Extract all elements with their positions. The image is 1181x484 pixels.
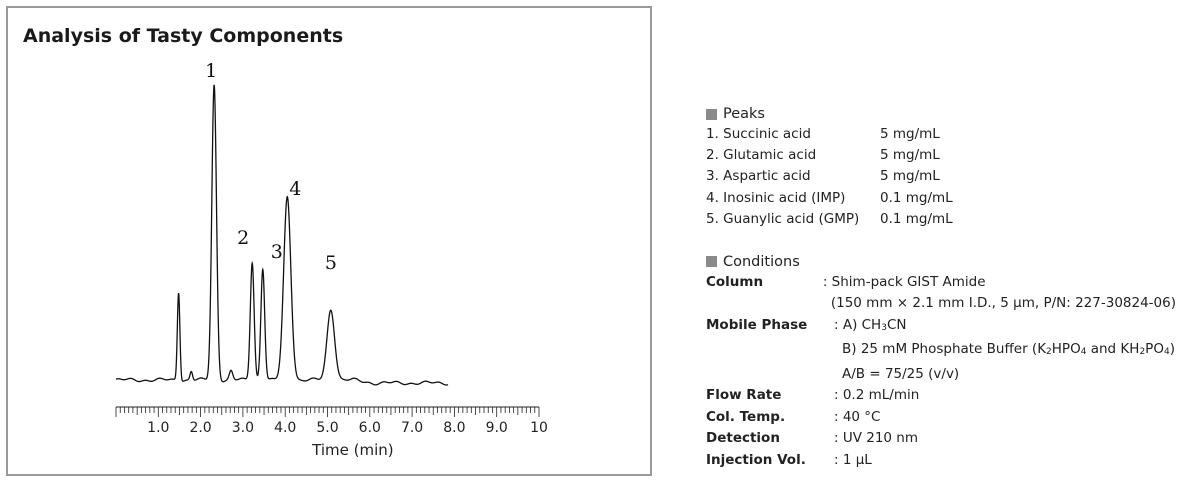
- x-tick-label: 4.0: [274, 420, 297, 436]
- peak-concentration: 5 mg/mL: [880, 147, 940, 164]
- peak-list-item: [706, 145, 1176, 166]
- x-tick-label: 7.0: [400, 420, 424, 436]
- chromatogram-panel: [6, 6, 652, 476]
- x-tick-label: 6.0: [358, 420, 381, 436]
- peak-concentration: 5 mg/mL: [880, 168, 940, 185]
- x-axis-title: Time (min): [312, 441, 394, 459]
- condition-value: B) 25 mM Phosphate Buffer (K2HPO4 and KH2PO4): [842, 341, 1175, 358]
- chart-title: Analysis of Tasty Components: [23, 25, 344, 47]
- peak-name: 3. Aspartic acid: [706, 168, 811, 185]
- condition-value: A/B = 75/25 (v/v): [842, 365, 960, 382]
- peak-concentration: 0.1 mg/mL: [880, 189, 953, 206]
- peak-list-item: [706, 209, 1176, 230]
- method-info: [706, 104, 1176, 471]
- condition-injection-vol: [706, 450, 1176, 472]
- condition-value: : 0.2 mL/min: [834, 387, 920, 404]
- peak-number-label: 1: [205, 60, 218, 82]
- condition-flow-rate: [706, 385, 1176, 407]
- peaks-heading-text: Peaks: [723, 106, 765, 122]
- peak-number-label: 5: [324, 252, 337, 275]
- condition-value: : UV 210 nm: [834, 430, 919, 447]
- condition-value: : 1 μL: [834, 451, 872, 468]
- peak-name: 2. Glutamic acid: [706, 147, 817, 164]
- condition-label: Column: [706, 273, 764, 290]
- peak-list: [706, 124, 1176, 230]
- x-tick-label: 1.0: [147, 420, 170, 436]
- peak-name: 1. Succinic acid: [706, 126, 811, 142]
- peak-concentration: 0.1 mg/mL: [880, 210, 953, 227]
- peak-number-label: 3: [270, 240, 283, 263]
- condition-col-temp: [706, 407, 1176, 429]
- condition-label: Mobile Phase: [706, 316, 808, 333]
- peak-list-item: [706, 166, 1176, 187]
- condition-label: Flow Rate: [706, 387, 782, 404]
- x-tick-label: 3.0: [231, 420, 255, 436]
- x-tick-label: 8.0: [443, 420, 466, 436]
- x-tick-label: 2.0: [189, 420, 212, 436]
- x-tick-label: 5.0: [316, 420, 339, 436]
- peaks-heading: [706, 104, 1176, 124]
- x-tick-label: 10: [530, 420, 548, 436]
- condition-mobile-phase: [706, 315, 1176, 386]
- peak-number-label: 2: [237, 227, 250, 249]
- chromatogram-trace: [116, 85, 448, 385]
- condition-column: [706, 272, 1176, 315]
- square-bullet-icon: [706, 109, 717, 120]
- condition-detection: [706, 428, 1176, 450]
- square-bullet-icon: [706, 256, 717, 267]
- peak-list-item: [706, 188, 1176, 209]
- condition-label: Col. Temp.: [706, 408, 786, 425]
- condition-label: Injection Vol.: [706, 451, 806, 468]
- peak-name: 5. Guanylic acid (GMP): [706, 210, 860, 227]
- condition-value: : 40 °C: [834, 408, 881, 425]
- x-tick-label: 9.0: [485, 420, 508, 436]
- condition-label: Detection: [706, 430, 780, 447]
- condition-value: : A) CH3CN: [834, 316, 907, 333]
- conditions-heading: [706, 252, 1176, 272]
- peak-list-item: [706, 124, 1176, 145]
- peak-number-label: 4: [289, 178, 302, 201]
- chromatogram-plot: [8, 8, 654, 478]
- condition-value: (150 mm × 2.1 mm I.D., 5 μm, P/N: 227-30824-06): [830, 295, 1176, 312]
- condition-value: : Shim-pack GIST Amide: [822, 273, 986, 290]
- conditions-heading-text: Conditions: [723, 253, 800, 270]
- peak-name: 4. Inosinic acid (IMP): [706, 189, 846, 206]
- peak-concentration: 5 mg/mL: [880, 126, 940, 142]
